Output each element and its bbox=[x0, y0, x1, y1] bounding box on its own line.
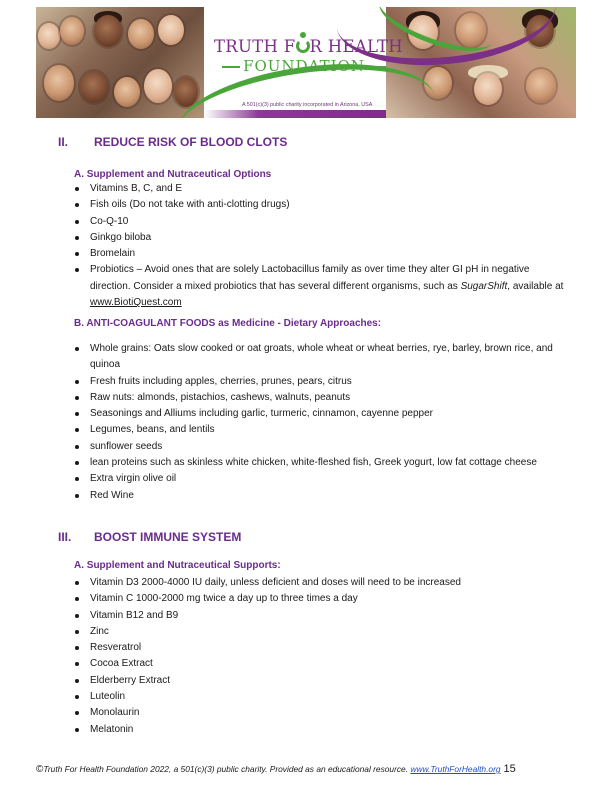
list-item: Fish oils (Do not take with anti-clotting drugs) bbox=[74, 197, 572, 213]
biotiquest-link[interactable]: www.BiotiQuest.com bbox=[90, 297, 182, 309]
subheading-anticoagulant-foods: B. ANTI-COAGULANT FOODS as Medicine - Dietary Approaches: bbox=[74, 318, 382, 329]
list-item: Monolaurin bbox=[74, 705, 572, 721]
list-item: Melatonin bbox=[74, 722, 572, 738]
list-item: Bromelain bbox=[74, 246, 572, 262]
list-item: Luteolin bbox=[74, 689, 572, 705]
page-footer bbox=[36, 763, 516, 775]
list-item: lean proteins such as skinless white chicken, white-fleshed fish, Greek yogurt, low fat cottage cheese bbox=[74, 455, 572, 471]
subheading-supplement-supports: A. Supplement and Nutraceutical Supports: bbox=[74, 560, 281, 571]
list-item: Vitamin D3 2000-4000 IU daily, unless deficient and doses will need to be increased bbox=[74, 575, 572, 591]
list-item: Legumes, beans, and lentils bbox=[74, 422, 572, 438]
sugarshift-brand: SugarShift bbox=[460, 280, 508, 292]
list-item: Seasonings and Alliums including garlic, turmeric, cinnamon, cayenne pepper bbox=[74, 406, 572, 422]
list-item: Zinc bbox=[74, 624, 572, 640]
list-item: Vitamin B12 and B9 bbox=[74, 608, 572, 624]
person-figure-icon bbox=[296, 37, 310, 55]
footer-text: Truth For Health Foundation 2022, a 501(c)(3) public charity. Provided as an educational resource. bbox=[43, 764, 411, 774]
list-item: Ginkgo biloba bbox=[74, 230, 572, 246]
list-item: Vitamins B, C, and E bbox=[74, 181, 572, 197]
logo-subtitle: FOUNDATION bbox=[214, 57, 394, 75]
list-item: sunflower seeds bbox=[74, 439, 572, 455]
anticoagulant-foods-list bbox=[74, 341, 572, 504]
truthforhealth-link[interactable]: www.TruthForHealth.org bbox=[410, 764, 501, 774]
list-item: Resveratrol bbox=[74, 640, 572, 656]
list-item: Red Wine bbox=[74, 488, 572, 504]
banner-tagline: A 501(c)(3) public charity incorporated in Arizona, USA bbox=[242, 102, 373, 108]
list-item: Raw nuts: almonds, pistachios, cashews, walnuts, peanuts bbox=[74, 390, 572, 406]
header-banner bbox=[36, 7, 576, 118]
subheading-supplement-options: A. Supplement and Nutraceutical Options bbox=[74, 169, 272, 180]
supplement-supports-list bbox=[74, 575, 572, 738]
list-item: Cocoa Extract bbox=[74, 656, 572, 672]
people-photo-collage-left bbox=[36, 7, 204, 118]
list-item: Whole grains: Oats slow cooked or oat groats, whole wheat or wheat berries, rye, barley, brown rice, and quinoa bbox=[74, 341, 572, 374]
logo-title: TRUTH F R HEALTH bbox=[214, 37, 394, 56]
foundation-logo bbox=[214, 37, 403, 75]
copyright-symbol: © bbox=[36, 764, 44, 775]
list-item: Co-Q-10 bbox=[74, 214, 572, 230]
purple-band-decoration bbox=[204, 110, 386, 118]
supplement-options-list bbox=[74, 181, 572, 311]
page-number: 15 bbox=[503, 763, 516, 775]
section-heading-immune-system: III. BOOST IMMUNE SYSTEM bbox=[58, 530, 242, 544]
list-item: Vitamin C 1000-2000 mg twice a day up to three times a day bbox=[74, 591, 572, 607]
list-item: Elderberry Extract bbox=[74, 673, 572, 689]
list-item: Fresh fruits including apples, cherries, prunes, pears, citrus bbox=[74, 374, 572, 390]
section-heading-blood-clots: II. REDUCE RISK OF BLOOD CLOTS bbox=[58, 135, 288, 149]
list-item: Extra virgin olive oil bbox=[74, 471, 572, 487]
list-item-probiotics: Probiotics – Avoid ones that are solely Lactobacillus family as over time they alter GI pH in negative direction. Consider a mixed probiotics that has several different organisms, such as SugarShift, available at www.BiotiQuest.com bbox=[74, 262, 572, 311]
